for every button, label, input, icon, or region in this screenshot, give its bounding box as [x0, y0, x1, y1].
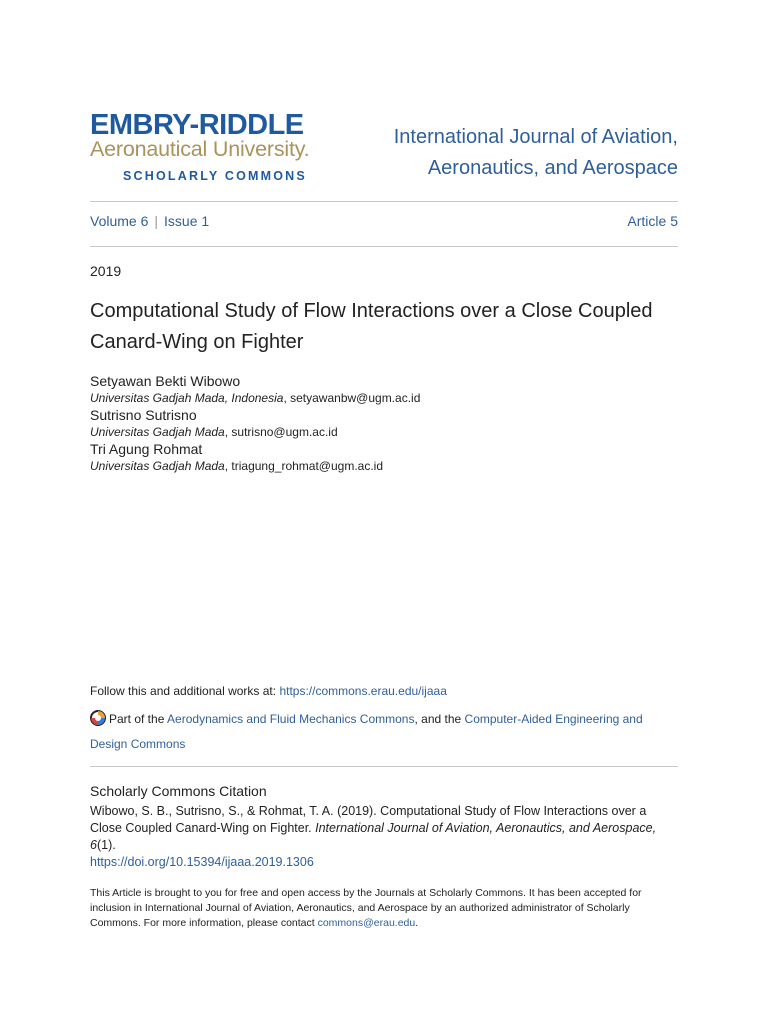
author-email[interactable]: setyawanbw@ugm.ac.id: [290, 391, 421, 405]
author-entry: [90, 407, 678, 441]
article-link[interactable]: Article 5: [627, 213, 678, 229]
access-notice-end: .: [415, 917, 419, 929]
author-name: Tri Agung Rohmat: [90, 441, 203, 457]
part-of-line: [90, 708, 678, 755]
follow-link[interactable]: https://commons.erau.edu/ijaaa: [279, 684, 447, 698]
journal-title-line2[interactable]: Aeronautics, and Aerospace: [427, 157, 678, 179]
doi-link[interactable]: https://doi.org/10.15394/ijaaa.2019.1306: [90, 855, 314, 869]
issue-link[interactable]: Issue 1: [164, 213, 210, 229]
divider: [90, 766, 678, 767]
author-name: Sutrisno Sutrisno: [90, 407, 197, 423]
article-title: Computational Study of Flow Interactions over a Close Coupled Canard-Wing on Fighter: [90, 300, 653, 353]
affiliation-name: Universitas Gadjah Mada: [90, 459, 225, 473]
commons-link-cae[interactable]: Computer-Aided Engineering and Design Commons: [90, 712, 643, 751]
logo-commons-text: SCHOLARLY COMMONS: [123, 169, 307, 183]
affiliation-name: Universitas Gadjah Mada, Indonesia: [90, 391, 284, 405]
divider: [90, 201, 678, 202]
author-entry: [90, 373, 678, 407]
affiliation-name: Universitas Gadjah Mada: [90, 425, 225, 439]
commons-link-aerodynamics[interactable]: Aerodynamics and Fluid Mechanics Commons: [167, 712, 415, 726]
citation-journal: International Journal of Aviation, Aeronautics, and Aerospace, 6: [90, 821, 657, 852]
publication-year: 2019: [90, 263, 122, 279]
logo-main-text: EMBRY-RIDDLE: [90, 109, 304, 141]
journal-title[interactable]: [378, 122, 678, 184]
citation-body: [90, 803, 678, 871]
volume-link[interactable]: Volume 6: [90, 213, 149, 229]
author-entry: [90, 441, 678, 475]
author-email[interactable]: sutrisno@ugm.ac.id: [231, 425, 338, 439]
citation-heading: Scholarly Commons Citation: [90, 783, 267, 799]
contact-email-link[interactable]: commons@erau.edu: [317, 917, 416, 929]
part-of-middle: , and the: [414, 712, 465, 726]
citation-text: Wibowo, S. B., Sutrisno, S., & Rohmat, T. A. (2019). Computational Study of Flow Interactions over a Close Coupled Canard-Wing on Fighter.: [90, 804, 647, 835]
part-of-prefix: Part of the: [109, 712, 168, 726]
follow-line: [90, 684, 447, 698]
issue-separator: |: [154, 213, 159, 229]
erau-logo[interactable]: [90, 110, 362, 183]
access-notice: [90, 886, 650, 931]
access-notice-text: This Article is brought to you for free and open access by the Journals at Scholarly Commons. It has been accepted for inclusion in International Journal of Aviation, Aeronautics, and Aerospace by an authorized administrator of Scholarly Commons. For more information, please contact: [90, 887, 642, 929]
commons-network-icon: [90, 710, 106, 733]
follow-text: Follow this and additional works at:: [90, 684, 280, 698]
author-affiliation: Universitas Gadjah Mada, Indonesia, setyawanbw@ugm.ac.id: [90, 391, 421, 405]
author-affiliation: Universitas Gadjah Mada, sutrisno@ugm.ac.id: [90, 425, 338, 439]
divider: [90, 246, 678, 247]
journal-title-line1[interactable]: International Journal of Aviation,: [393, 126, 678, 148]
author-affiliation: Universitas Gadjah Mada, triagung_rohmat@ugm.ac.id: [90, 459, 383, 473]
author-list: [90, 373, 678, 475]
author-name: Setyawan Bekti Wibowo: [90, 373, 241, 389]
author-email[interactable]: triagung_rohmat@ugm.ac.id: [231, 459, 383, 473]
logo-sub-text: Aeronautical University.: [90, 137, 310, 161]
citation-issue: (1).: [96, 838, 116, 852]
issue-row: [90, 213, 678, 229]
